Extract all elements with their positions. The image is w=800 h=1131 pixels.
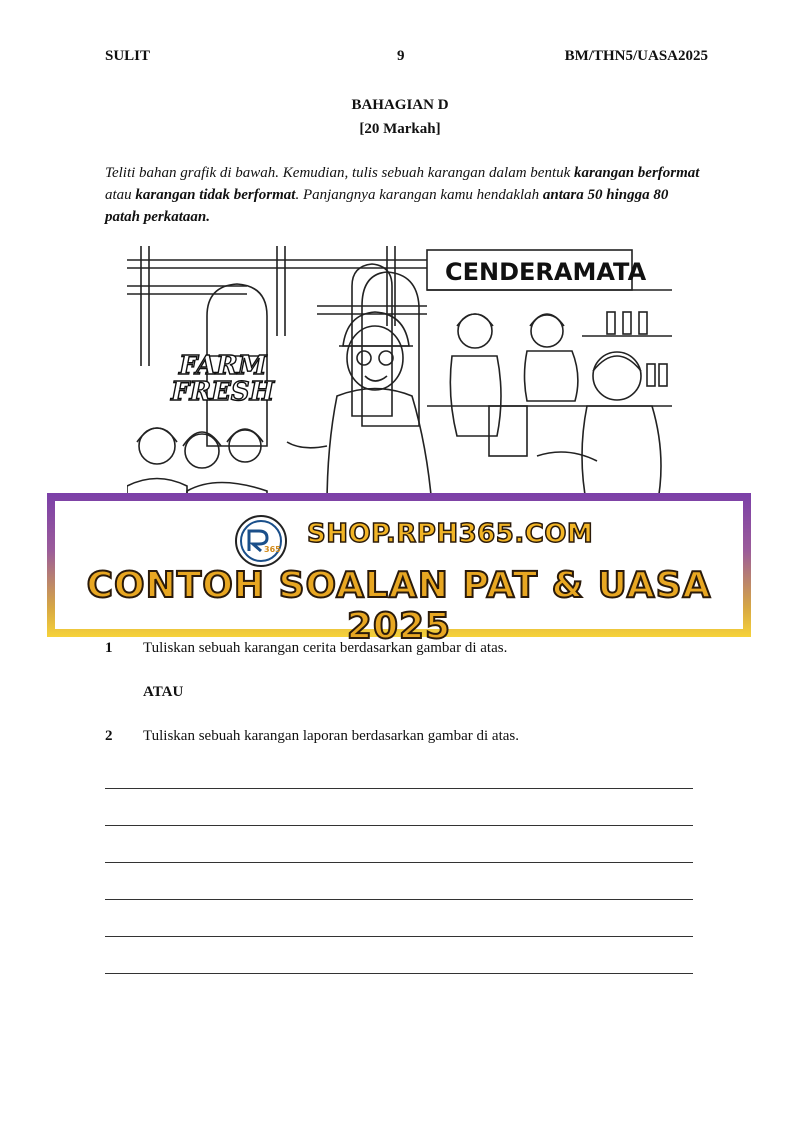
writing-line[interactable]	[105, 973, 693, 974]
instruction-bold-1: karangan berformat	[574, 165, 700, 181]
rph365-logo	[235, 515, 287, 567]
question-1-number: 1	[105, 640, 113, 656]
writing-line[interactable]	[105, 936, 693, 937]
section-marks: [20 Markah]	[359, 121, 441, 137]
section-title: BAHAGIAN D	[351, 97, 449, 113]
brand-text-line2: FRESH	[171, 377, 275, 407]
banner-title: CONTOH SOALAN PAT & UASA 2025	[86, 565, 712, 647]
paper-code: BM/THN5/UASA2025	[564, 48, 708, 64]
brand-text-line1: FARM	[179, 351, 267, 381]
question-2-text: Tuliskan sebuah karangan laporan berdasarkan gambar di atas.	[143, 728, 519, 744]
factory-visit-illustration	[127, 246, 672, 506]
svg-text:365: 365	[264, 545, 281, 554]
banner-url[interactable]: SHOP.RPH365.COM	[307, 519, 594, 549]
writing-line[interactable]	[105, 825, 693, 826]
writing-line[interactable]	[105, 788, 693, 789]
instruction-bold-3: antara 50 hingga 80 patah perkataan.	[105, 187, 669, 225]
writing-line[interactable]	[105, 899, 693, 900]
instruction-bold-2: karangan tidak berformat	[135, 187, 296, 203]
illustration-drawing	[127, 246, 672, 506]
or-label: ATAU	[143, 684, 184, 700]
instruction-part-1: Teliti bahan grafik di bawah. Kemudian, tulis sebuah karangan dalam bentuk	[105, 165, 575, 181]
instructions	[105, 162, 705, 228]
promo-banner	[47, 493, 751, 647]
question-2-number: 2	[105, 728, 113, 744]
header-left: SULIT	[105, 48, 151, 64]
instruction-part-2: atau	[105, 187, 136, 203]
writing-line[interactable]	[105, 862, 693, 863]
instruction-part-3: . Panjangnya karangan kamu hendaklah	[295, 187, 543, 203]
logo-icon	[237, 517, 285, 565]
page-number: 9	[397, 48, 405, 64]
question-1-text: Tuliskan sebuah karangan cerita berdasarkan gambar di atas.	[143, 640, 508, 656]
shop-sign-text: CENDERAMATA	[445, 258, 647, 286]
